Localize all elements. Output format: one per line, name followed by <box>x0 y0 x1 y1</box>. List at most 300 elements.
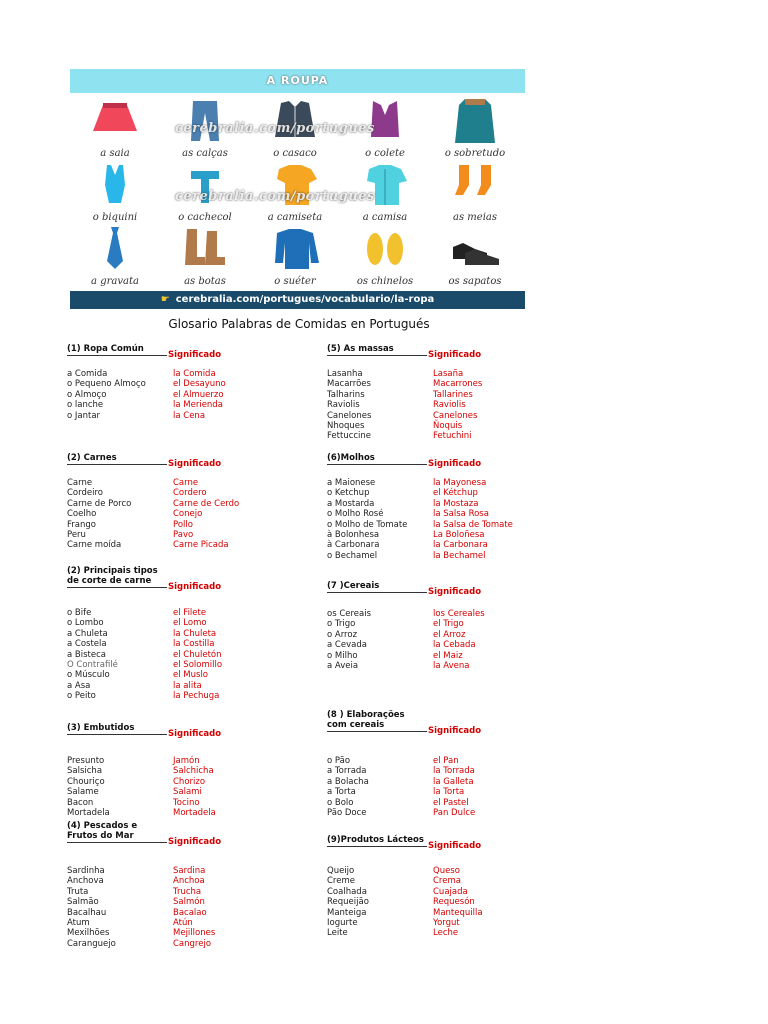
glossary-row <box>327 798 567 808</box>
glossary-row <box>327 619 567 629</box>
spanish-meaning: Chorizo <box>173 776 206 787</box>
spanish-meaning: la Mostaza <box>433 498 479 509</box>
clothing-label: o suéter <box>274 276 316 287</box>
spanish-meaning: el Solomillo <box>173 659 223 670</box>
spanish-meaning: el Desayuno <box>173 379 226 390</box>
spanish-meaning: Raviolis <box>433 400 466 411</box>
clothing-label: o biquini <box>92 212 138 223</box>
spanish-meaning: Canelones <box>433 410 478 421</box>
glossary-row <box>67 670 307 680</box>
clothing-label: os sapatos <box>448 276 502 287</box>
glossary-row <box>67 379 307 389</box>
glossary-section-left-3 <box>67 566 307 702</box>
spanish-meaning: la Merienda <box>173 400 223 411</box>
spanish-meaning: la Avena <box>433 660 470 671</box>
significado-label: Significado <box>168 459 222 469</box>
portuguese-term: O Contrafilé <box>67 659 118 670</box>
clothing-label: o colete <box>365 148 405 159</box>
spanish-meaning: el Trigo <box>433 619 464 630</box>
portuguese-term: a Costela <box>67 639 107 650</box>
spanish-meaning: el Almuerzo <box>173 389 224 400</box>
section-rows <box>327 478 567 561</box>
portuguese-term: o Músculo <box>67 670 110 681</box>
clothing-item <box>340 225 430 287</box>
portuguese-term: Lasanha <box>327 369 363 379</box>
spanish-meaning: La Boloñesa <box>433 529 485 540</box>
glossary-row <box>327 530 567 540</box>
glossary-section-right-1 <box>327 338 567 442</box>
portuguese-term: Iogurte <box>327 917 358 928</box>
portuguese-term: Carne moída <box>67 540 122 551</box>
glossary-row <box>67 798 307 808</box>
portuguese-term: Presunto <box>67 756 105 766</box>
glossary-row <box>327 379 567 389</box>
portuguese-term: Fettuccine <box>327 431 372 442</box>
section-rule <box>67 587 167 588</box>
spanish-meaning: Pavo <box>173 529 194 540</box>
spanish-meaning: Cuajada <box>433 886 468 897</box>
glossary-row <box>67 400 307 410</box>
portuguese-term: o Almoço <box>67 389 107 400</box>
spanish-meaning: Leche <box>433 928 459 939</box>
glossary-section-right-2 <box>327 447 567 561</box>
section-rule <box>67 355 167 356</box>
portuguese-term: a Chuleta <box>67 628 108 639</box>
clothing-label: o sobretudo <box>444 148 506 159</box>
spanish-meaning: Macarrones <box>433 379 483 390</box>
glossary-row <box>67 608 307 618</box>
portuguese-term: Truta <box>67 886 89 897</box>
clothing-item <box>160 225 250 287</box>
spanish-meaning: Yorgut <box>433 917 460 928</box>
skirt-icon <box>85 97 145 145</box>
portuguese-term: Queijo <box>327 866 355 876</box>
section-rule <box>327 355 427 356</box>
glossary-row <box>327 928 567 938</box>
significado-label: Significado <box>428 726 482 736</box>
significado-label: Significado <box>168 582 222 592</box>
clothing-item <box>430 97 520 159</box>
coat-icon <box>445 97 505 145</box>
section-rows <box>67 369 307 421</box>
portuguese-term: Anchova <box>67 876 104 887</box>
glossary-row <box>67 629 307 639</box>
glossary-row <box>327 908 567 918</box>
glossary-row <box>327 766 567 776</box>
spanish-meaning: Ñoquis <box>433 420 463 431</box>
spanish-meaning: Cangrejo <box>173 938 212 949</box>
spanish-meaning: la Salsa Rosa <box>433 509 489 520</box>
spanish-meaning: la Costilla <box>173 639 215 650</box>
spanish-meaning: Crema <box>433 876 461 887</box>
spanish-meaning: Cordero <box>173 488 207 499</box>
spanish-meaning: Mortadela <box>173 807 216 818</box>
spanish-meaning: Salmón <box>173 897 205 908</box>
flipflops-icon <box>355 225 415 273</box>
banner-footer <box>70 291 525 309</box>
section-title: (8 ) Elaborações com cereais <box>327 710 405 730</box>
glossary-row <box>327 411 567 421</box>
glossary-row <box>327 609 567 619</box>
significado-label: Significado <box>428 841 482 851</box>
section-header <box>327 447 567 469</box>
significado-label: Significado <box>428 587 482 597</box>
glossary-section-left-5 <box>67 821 307 949</box>
glossary-row <box>327 488 567 498</box>
watermark: cerebralia.com/portugues <box>175 189 375 204</box>
spanish-meaning: el Chuletón <box>173 649 222 660</box>
pointing-hand-icon: ☛ <box>160 294 170 305</box>
banner-title: A ROUPA <box>70 69 525 93</box>
portuguese-term: a Bolacha <box>327 776 369 787</box>
section-header <box>327 829 567 851</box>
glossary-row <box>327 431 567 441</box>
glossary-row <box>67 660 307 670</box>
portuguese-term: à Bolonhesa <box>327 529 380 540</box>
clothing-banner <box>70 69 525 309</box>
section-header <box>327 710 567 736</box>
section-rows <box>327 369 567 442</box>
banner-footer-url: cerebralia.com/portugues/vocabulario/la-ropa <box>175 294 435 305</box>
glossary-row <box>67 650 307 660</box>
glossary-row <box>67 897 307 907</box>
portuguese-term: o Arroz <box>327 629 358 640</box>
portuguese-term: Peru <box>67 529 86 540</box>
section-header <box>327 575 567 597</box>
glossary-row <box>327 478 567 488</box>
spanish-meaning: Carne <box>173 478 199 488</box>
glossary-row <box>327 499 567 509</box>
portuguese-term: a Maionese <box>327 478 376 488</box>
portuguese-term: Bacon <box>67 797 94 808</box>
section-rule <box>67 734 167 735</box>
portuguese-term: Nhoques <box>327 420 365 431</box>
section-title: (9)Produtos Lácteos <box>327 835 424 845</box>
clothing-label: a camisa <box>362 212 408 223</box>
spanish-meaning: Tocino <box>173 797 200 808</box>
section-rows <box>327 866 567 939</box>
glossary-row <box>67 478 307 488</box>
glossary-row <box>327 651 567 661</box>
section-rule <box>67 464 167 465</box>
glossary-row <box>67 876 307 886</box>
portuguese-term: a Bisteca <box>67 649 106 660</box>
spanish-meaning: la Torta <box>433 787 465 798</box>
portuguese-term: Requeijão <box>327 897 369 908</box>
spanish-meaning: la Comida <box>173 369 216 379</box>
glossary-row <box>67 618 307 628</box>
portuguese-term: Leite <box>327 928 348 939</box>
portuguese-term: Caranguejo <box>67 938 116 949</box>
portuguese-term: Talharins <box>327 389 365 400</box>
spanish-meaning: Mejillones <box>173 928 216 939</box>
glossary-row <box>67 928 307 938</box>
portuguese-term: o Jantar <box>67 410 101 421</box>
glossary-row <box>67 908 307 918</box>
section-title: (5) As massas <box>327 344 394 354</box>
portuguese-term: Carne de Porco <box>67 498 132 509</box>
spanish-meaning: la Torrada <box>433 766 475 777</box>
glossary-row <box>327 897 567 907</box>
clothing-label: as meias <box>453 212 497 223</box>
portuguese-term: o Bife <box>67 608 92 618</box>
glossary-section-left-1 <box>67 338 307 421</box>
portuguese-term: Salsicha <box>67 766 103 777</box>
portuguese-term: Manteiga <box>327 907 367 918</box>
spanish-meaning: Lasaña <box>433 369 464 379</box>
glossary-row <box>67 777 307 787</box>
portuguese-term: Salmão <box>67 897 99 908</box>
spanish-meaning: Salami <box>173 787 202 798</box>
glossary-section-left-4 <box>67 717 307 818</box>
portuguese-term: Creme <box>327 876 355 887</box>
section-title: (4) Pescados e Frutos do Mar <box>67 821 138 841</box>
watermark: cerebralia.com/portugues <box>175 121 375 136</box>
glossary-row <box>67 939 307 949</box>
section-rows <box>327 609 567 671</box>
spanish-meaning: el Muslo <box>173 670 209 681</box>
glossary-row <box>327 400 567 410</box>
section-title: (3) Embutidos <box>67 723 135 733</box>
spanish-meaning: Salchicha <box>173 766 214 777</box>
glossary-row <box>327 777 567 787</box>
portuguese-term: a Torta <box>327 787 356 798</box>
spanish-meaning: el Filete <box>173 608 207 618</box>
spanish-meaning: Queso <box>433 866 460 876</box>
glossary-row <box>67 866 307 876</box>
portuguese-term: Mortadela <box>67 807 110 818</box>
glossary-row <box>327 876 567 886</box>
spanish-meaning: la Carbonara <box>433 540 488 551</box>
glossary-section-left-2 <box>67 447 307 551</box>
clothing-item <box>430 225 520 287</box>
glossary-row <box>67 639 307 649</box>
spanish-meaning: Bacalao <box>173 907 207 918</box>
spanish-meaning: Pollo <box>173 519 193 530</box>
glossary-row <box>327 421 567 431</box>
portuguese-term: o Lombo <box>67 618 104 629</box>
portuguese-term: o Pequeno Almoço <box>67 379 146 390</box>
spanish-meaning: Conejo <box>173 509 203 520</box>
spanish-meaning: la Pechuga <box>173 691 220 702</box>
section-rule <box>67 842 167 843</box>
glossary-section-right-5 <box>327 829 567 939</box>
glossary-row <box>67 918 307 928</box>
clothing-label: a gravata <box>91 276 139 287</box>
glossary-row <box>327 808 567 818</box>
spanish-meaning: los Cereales <box>433 609 485 619</box>
spanish-meaning: Jamón <box>173 756 200 766</box>
spanish-meaning: el Pastel <box>433 797 469 808</box>
spanish-meaning: Mantequilla <box>433 907 483 918</box>
clothing-label: as calças <box>182 148 228 159</box>
section-rule <box>327 846 427 847</box>
glossary-row <box>67 411 307 421</box>
glossary-row <box>67 488 307 498</box>
spanish-meaning: la Salsa de Tomate <box>433 519 513 530</box>
portuguese-term: o Milho <box>327 650 358 661</box>
glossary-row <box>67 390 307 400</box>
spanish-meaning: Carne Picada <box>173 540 229 551</box>
portuguese-term: o Pão <box>327 756 351 766</box>
portuguese-term: Chouriço <box>67 776 105 787</box>
section-header <box>67 566 307 592</box>
clothing-label: a camiseta <box>267 212 323 223</box>
section-title: (6)Molhos <box>327 453 375 463</box>
glossary-row <box>67 499 307 509</box>
portuguese-term: Salame <box>67 787 99 798</box>
spanish-meaning: Sardina <box>173 866 206 876</box>
portuguese-term: à Carbonara <box>327 540 380 551</box>
spanish-meaning: el Arroz <box>433 629 466 640</box>
shoes-icon <box>445 225 505 273</box>
portuguese-term: Carne <box>67 478 93 488</box>
portuguese-term: o Bolo <box>327 797 354 808</box>
socks-icon <box>445 161 505 209</box>
glossary-row <box>67 887 307 897</box>
spanish-meaning: Tallarines <box>433 389 473 400</box>
glossary-row <box>327 520 567 530</box>
section-title: (2) Carnes <box>67 453 117 463</box>
section-header <box>67 717 307 739</box>
clothing-label: as botas <box>184 276 226 287</box>
glossary-row <box>327 540 567 550</box>
section-rows <box>67 866 307 949</box>
glossary-row <box>327 509 567 519</box>
glossary-row <box>67 808 307 818</box>
sweater-icon <box>265 225 325 273</box>
portuguese-term: a Comida <box>67 369 108 379</box>
glossary-section-right-4 <box>327 710 567 818</box>
clothing-label: os chinelos <box>356 276 414 287</box>
clothing-item <box>430 161 520 223</box>
glossary-row <box>327 661 567 671</box>
glossary-row <box>327 756 567 766</box>
glossary-row <box>67 787 307 797</box>
section-rows <box>327 756 567 818</box>
clothing-item <box>70 161 160 223</box>
portuguese-term: a Aveia <box>327 660 359 671</box>
portuguese-term: o Trigo <box>327 619 356 630</box>
glossary-section-right-3 <box>327 575 567 671</box>
section-title: (1) Ropa Común <box>67 344 144 354</box>
clothing-item <box>70 97 160 159</box>
spanish-meaning: la Galleta <box>433 776 474 787</box>
portuguese-term: a Cevada <box>327 640 367 651</box>
glossary-row <box>327 369 567 379</box>
significado-label: Significado <box>168 350 222 360</box>
portuguese-term: Canelones <box>327 410 372 421</box>
glossary-row <box>327 640 567 650</box>
portuguese-term: Cordeiro <box>67 488 103 499</box>
glossary-row <box>67 756 307 766</box>
clothing-item <box>70 225 160 287</box>
swimsuit-icon <box>85 161 145 209</box>
glossary-row <box>67 520 307 530</box>
portuguese-term: Mexilhões <box>67 928 110 939</box>
clothing-label: o casaco <box>273 148 317 159</box>
glossary-row <box>327 887 567 897</box>
glossary-row <box>327 551 567 561</box>
spanish-meaning: el Maiz <box>433 650 463 661</box>
portuguese-term: o Molho de Tomate <box>327 519 408 530</box>
spanish-meaning: Requesón <box>433 897 475 908</box>
portuguese-term: a Asa <box>67 680 91 691</box>
spanish-meaning: la Cena <box>173 410 206 421</box>
spanish-meaning: la Chuleta <box>173 628 217 639</box>
glossary-row <box>327 630 567 640</box>
portuguese-term: o Bechamel <box>327 550 378 561</box>
spanish-meaning: Trucha <box>173 886 202 897</box>
portuguese-term: a Mostarda <box>327 498 375 509</box>
spanish-meaning: Fetuchini <box>433 431 472 442</box>
glossary-row <box>67 369 307 379</box>
spanish-meaning: el Pan <box>433 756 459 766</box>
significado-label: Significado <box>168 729 222 739</box>
portuguese-term: a Torrada <box>327 766 367 777</box>
spanish-meaning: Anchoa <box>173 876 205 887</box>
portuguese-term: Frango <box>67 519 96 530</box>
portuguese-term: Raviolis <box>327 400 360 411</box>
spanish-meaning: la Bechamel <box>433 550 486 561</box>
section-header <box>67 821 307 847</box>
glossary-row <box>327 918 567 928</box>
spanish-meaning: la Mayonesa <box>433 478 487 488</box>
section-rows <box>67 756 307 818</box>
portuguese-term: o lanche <box>67 400 104 411</box>
section-rows <box>67 478 307 551</box>
glossary-row <box>67 530 307 540</box>
spanish-meaning: la Cebada <box>433 640 476 651</box>
glossary-row <box>327 866 567 876</box>
clothing-label: a saia <box>100 148 130 159</box>
significado-label: Significado <box>168 837 222 847</box>
significado-label: Significado <box>428 459 482 469</box>
section-header <box>327 338 567 360</box>
portuguese-term: Bacalhau <box>67 907 107 918</box>
portuguese-term: Coelho <box>67 509 97 520</box>
spanish-meaning: la alita <box>173 680 202 691</box>
glossary-row <box>67 766 307 776</box>
section-rule <box>327 731 427 732</box>
clothing-item <box>250 225 340 287</box>
portuguese-term: Coalhada <box>327 886 367 897</box>
spanish-meaning: Pan Dulce <box>433 807 476 818</box>
glossary-row <box>67 509 307 519</box>
portuguese-term: o Ketchup <box>327 488 370 499</box>
significado-label: Significado <box>428 350 482 360</box>
spanish-meaning: Atún <box>173 917 193 928</box>
tie-icon <box>85 225 145 273</box>
section-header <box>67 447 307 469</box>
glossary-row <box>67 681 307 691</box>
spanish-meaning: Carne de Cerdo <box>173 498 240 509</box>
portuguese-term: Pão Doce <box>327 807 367 818</box>
section-title: (2) Principais tipos de corte de carne <box>67 566 158 586</box>
section-title: (7 )Cereais <box>327 581 380 591</box>
section-header <box>67 338 307 360</box>
section-rule <box>327 592 427 593</box>
glossary-row <box>327 390 567 400</box>
portuguese-term: Macarrões <box>327 379 371 390</box>
section-rows <box>67 608 307 702</box>
glossary-row <box>67 540 307 550</box>
glossary-row <box>327 787 567 797</box>
portuguese-term: o Molho Rosé <box>327 509 384 520</box>
spanish-meaning: el Kétchup <box>433 488 478 499</box>
portuguese-term: os Cereais <box>327 609 372 619</box>
section-rule <box>327 464 427 465</box>
